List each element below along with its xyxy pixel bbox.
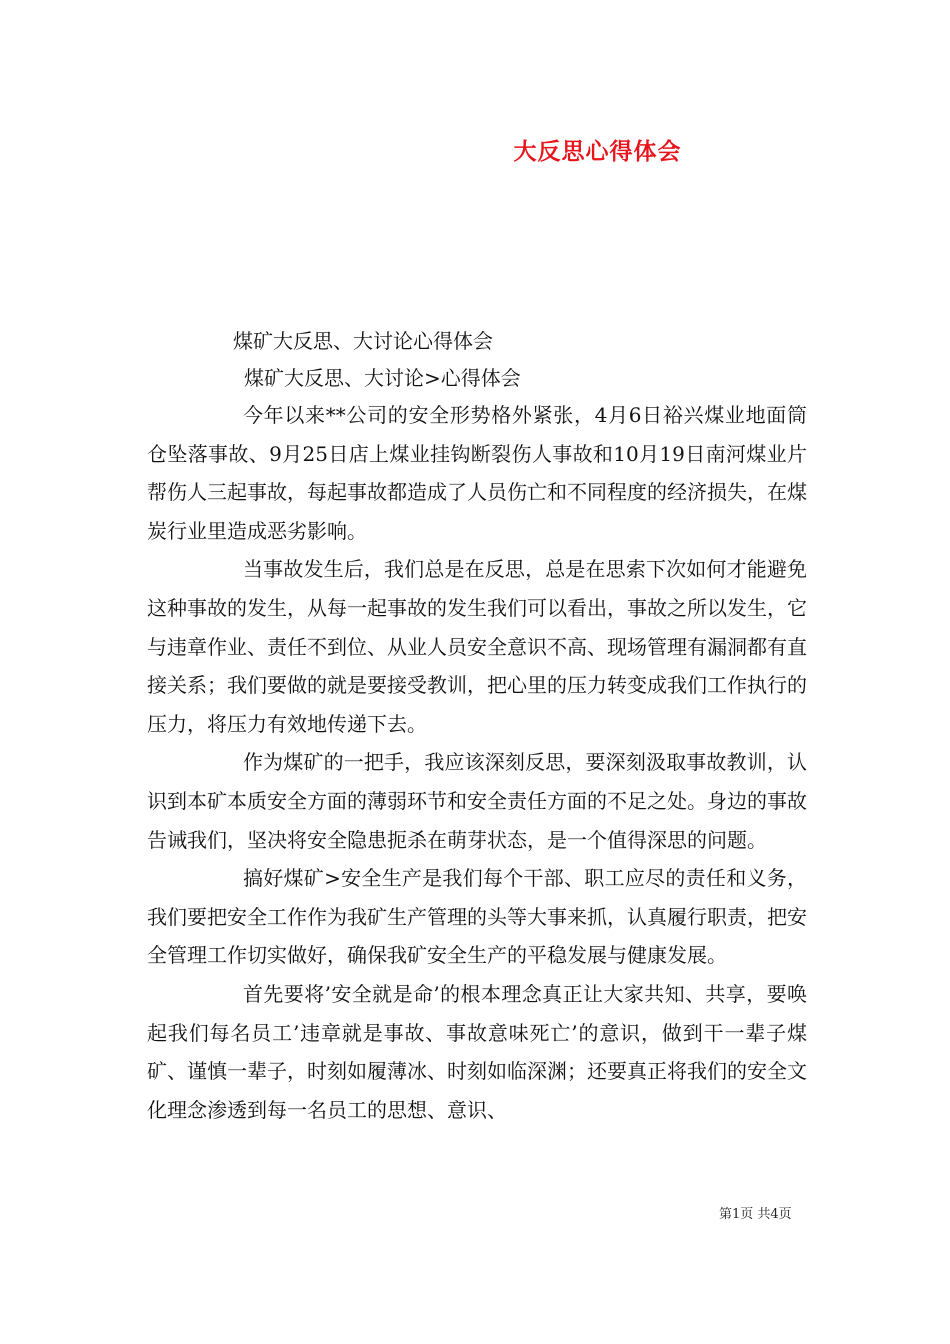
paragraph-4: 搞好煤矿>安全生产是我们每个干部、职工应尽的责任和义务，我们要把安全工作作为我矿生产管理的头等大事来抓，认真履行职责，把安全管理工作切实做好，确保我矿安全生产的平稳发展与健康发展。 (147, 866, 807, 968)
document-body (147, 396, 807, 1129)
paragraph-2: 当事故发生后，我们总是在反思，总是在思索下次如何才能避免这种事故的发生，从每一起事故的发生我们可以看出，事故之所以发生，它与违章作业、责任不到位、从业人员安全意识不高、现场管理有漏洞都有直接关系；我们要做的就是要接受教训，把心里的压力转变成我们工作执行的压力，将压力有效地传递下去。 (147, 557, 807, 736)
page-number-footer: 第1页 共4页 (719, 1207, 792, 1222)
paragraph-3: 作为煤矿的一把手，我应该深刻反思，要深刻汲取事故教训，认识到本矿本质安全方面的薄弱环节和安全责任方面的不足之处。身边的事故告诫我们，坚决将安全隐患扼杀在萌芽状态，是一个值得深思的问题。 (147, 750, 807, 852)
document-title: 大反思心得体会 (513, 138, 682, 165)
section-subheading: 煤矿大反思、大讨论>心得体会 (244, 366, 521, 390)
paragraph-5: 首先要将’安全就是命’的根本理念真正让大家共知、共享，要唤起我们每名员工’违章就是事故、事故意味死亡’的意识，做到干一辈子煤矿、谨慎一辈子，时刻如履薄冰、时刻如临深渊；还要真正将我们的安全文化理念渗透到每一名员工的思想、意识、 (147, 981, 807, 1122)
section-heading: 煤矿大反思、大讨论心得体会 (233, 329, 493, 353)
paragraph-1: 今年以来**公司的安全形势格外紧张，4月6日裕兴煤业地面筒仓坠落事故、9月25日店上煤业挂钩断裂伤人事故和10月19日南河煤业片帮伤人三起事故，每起事故都造成了人员伤亡和不同程度的经济损失，在煤炭行业里造成恶劣影响。 (147, 403, 807, 543)
